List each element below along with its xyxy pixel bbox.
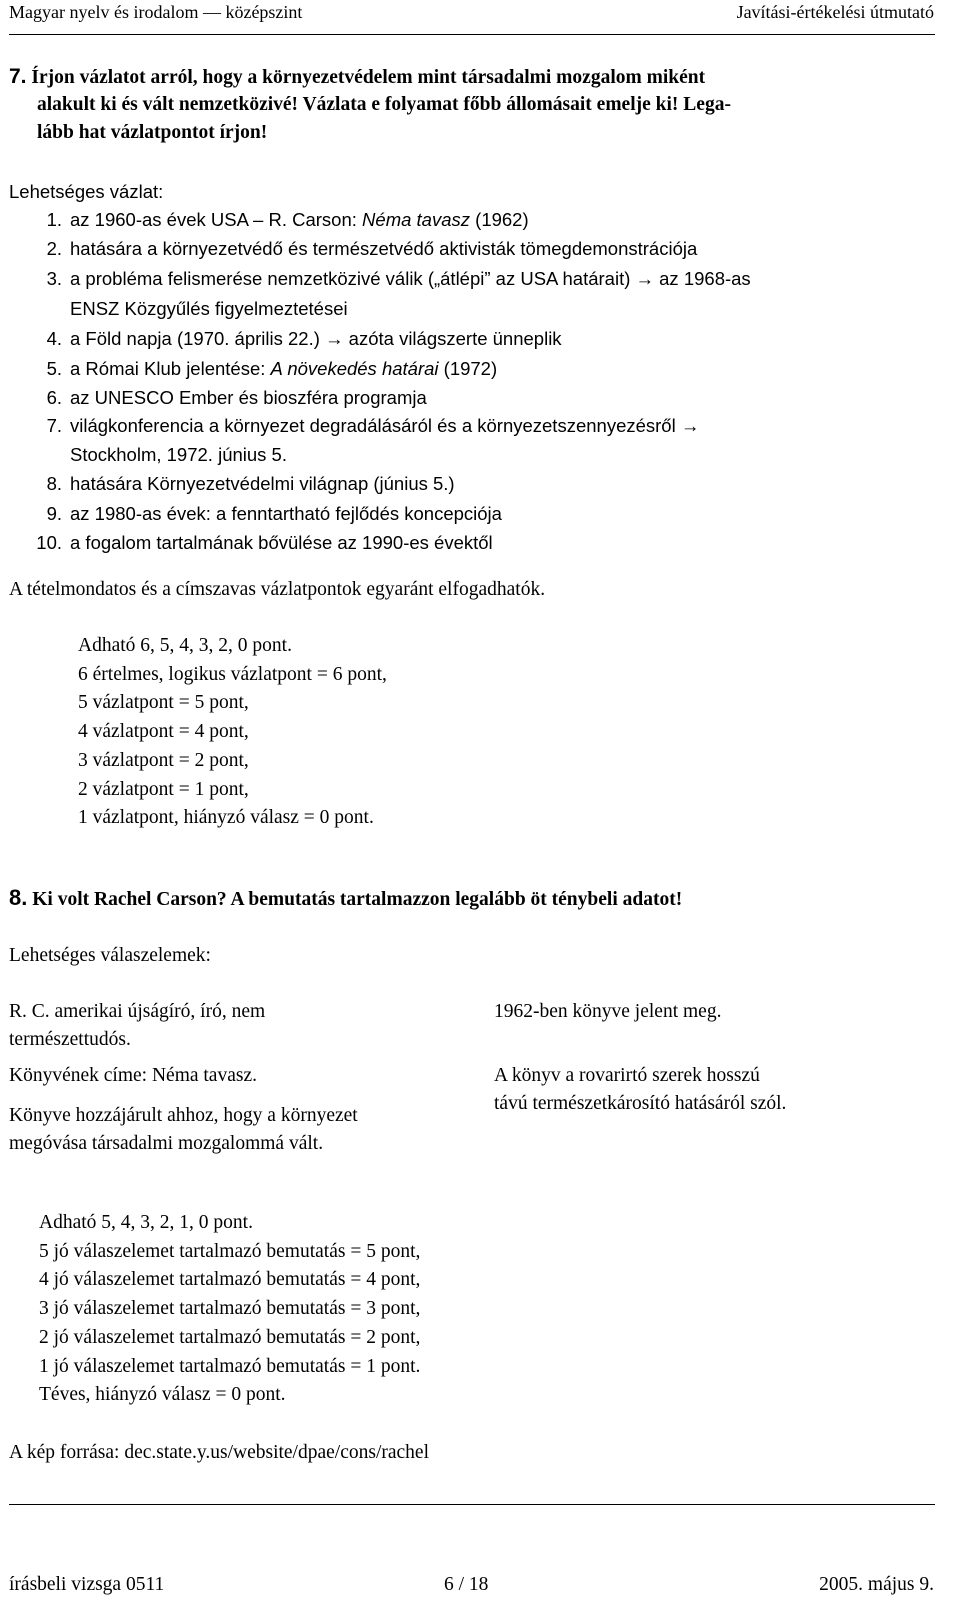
footer-left: írásbeli vizsga 0511 bbox=[9, 1574, 165, 1595]
header-rule bbox=[9, 34, 935, 35]
list-item: 5. a Római Klub jelentése: A növekedés határai (1972) bbox=[46, 358, 498, 379]
header-left: Magyar nyelv és irodalom — középszint bbox=[9, 2, 303, 22]
header-right: Javítási-értékelési útmutató bbox=[736, 2, 934, 22]
q8-elements-heading: Lehetséges válaszelemek: bbox=[9, 945, 211, 966]
q8-scoring bbox=[39, 1209, 420, 1410]
list-item: 10. a fogalom tartalmának bővülése az 1990-es évektől bbox=[36, 532, 493, 553]
page-number: 6 / 18 bbox=[444, 1574, 489, 1595]
q8-left-column bbox=[9, 998, 358, 1158]
list-item: 7. világkonferencia a környezet degradálásáról és a környezetszennyezésről → Stockholm, 1972. június 5. bbox=[46, 415, 700, 465]
footer-date: 2005. május 9. bbox=[819, 1574, 934, 1595]
list-item: 9. az 1980-as évek: a fenntartható fejlődés koncepciója bbox=[46, 503, 502, 524]
scoring-line: 5 jó válaszelemet tartalmazó bemutatás = 5 pont, bbox=[39, 1240, 421, 1262]
answer-element: R. C. amerikai újságíró, író, nem természettudós. bbox=[9, 1001, 266, 1050]
scoring-line: 4 vázlatpont = 4 pont, bbox=[78, 721, 249, 743]
scoring-line: 3 vázlatpont = 2 pont, bbox=[78, 749, 249, 771]
answer-element: Könyve hozzájárult ahhoz, hogy a környezet megóvása társadalmi mozgalommá vált. bbox=[9, 1105, 358, 1154]
footer-rule bbox=[9, 1504, 935, 1505]
list-item: 6. az UNESCO Ember és bioszféra programja bbox=[46, 387, 427, 408]
scoring-line: 5 vázlatpont = 5 pont, bbox=[78, 692, 249, 714]
list-item: 1. az 1960-as évek USA – R. Carson: Néma tavasz (1962) bbox=[46, 209, 529, 230]
q7-scoring bbox=[78, 632, 387, 833]
scoring-line: 6 értelmes, logikus vázlatpont = 6 pont, bbox=[78, 663, 387, 685]
list-item: 3. a probléma felismerése nemzetközivé válik („átlépi” az USA határait) → az 1968-as ENSZ Közgyűlés figyelmeztetései bbox=[46, 268, 751, 319]
q7-note: A tételmondatos és a címszavas vázlatpontok egyaránt elfogadhatók. bbox=[9, 579, 546, 600]
q8-right-column bbox=[494, 998, 786, 1118]
q8-prompt: 8. Ki volt Rachel Carson? A bemutatás tartalmazzon legalább öt ténybeli adatot! bbox=[9, 885, 683, 910]
answer-element: A könyv a rovarirtó szerek hosszú távú természetkárosító hatásáról szól. bbox=[494, 1065, 787, 1114]
list-item: 2. hatására a környezetvédő és természetvédő aktivisták tömegdemonstrációja bbox=[46, 238, 698, 259]
q7-number: 7. bbox=[9, 65, 27, 88]
list-item: 4. a Föld napja (1970. április 22.) → azóta világszerte ünneplik bbox=[46, 328, 562, 349]
q7-outline-heading: Lehetséges vázlat: bbox=[9, 181, 164, 202]
q7-prompt-line2: alakult ki és vált nemzetközivé! Vázlata e folyamat főbb állomásait emelje ki! Lega- bbox=[37, 94, 731, 115]
q7-outline-list bbox=[0, 206, 940, 557]
scoring-line: Adható 5, 4, 3, 2, 1, 0 pont. bbox=[39, 1212, 253, 1233]
answer-element: 1962-ben könyve jelent meg. bbox=[494, 1001, 722, 1022]
scoring-line: 1 jó válaszelemet tartalmazó bemutatás = 1 pont. bbox=[39, 1355, 421, 1377]
scoring-line: 2 vázlatpont = 1 pont, bbox=[78, 778, 249, 800]
q8-number: 8. bbox=[9, 885, 28, 910]
q7-prompt-line1: 7. Írjon vázlatot arról, hogy a környezetvédelem mint társadalmi mozgalom miként bbox=[9, 65, 706, 88]
scoring-line: 2 jó válaszelemet tartalmazó bemutatás = 2 pont, bbox=[39, 1326, 421, 1348]
q7-prompt-line3: lább hat vázlatpontot írjon! bbox=[37, 122, 268, 143]
image-source: A kép forrása: dec.state.y.us/website/dpae/cons/rachel bbox=[9, 1442, 429, 1463]
list-item: 8. hatására Környezetvédelmi világnap (június 5.) bbox=[46, 473, 455, 494]
scoring-line: Adható 6, 5, 4, 3, 2, 0 pont. bbox=[78, 635, 292, 656]
scoring-line: Téves, hiányzó válasz = 0 pont. bbox=[39, 1384, 286, 1406]
scoring-line: 4 jó válaszelemet tartalmazó bemutatás = 4 pont, bbox=[39, 1269, 421, 1291]
scoring-line: 3 jó válaszelemet tartalmazó bemutatás = 3 pont, bbox=[39, 1298, 421, 1320]
answer-element: Könyvének címe: Néma tavasz. bbox=[9, 1065, 257, 1086]
scoring-line: 1 vázlatpont, hiányzó válasz = 0 pont. bbox=[78, 807, 374, 829]
